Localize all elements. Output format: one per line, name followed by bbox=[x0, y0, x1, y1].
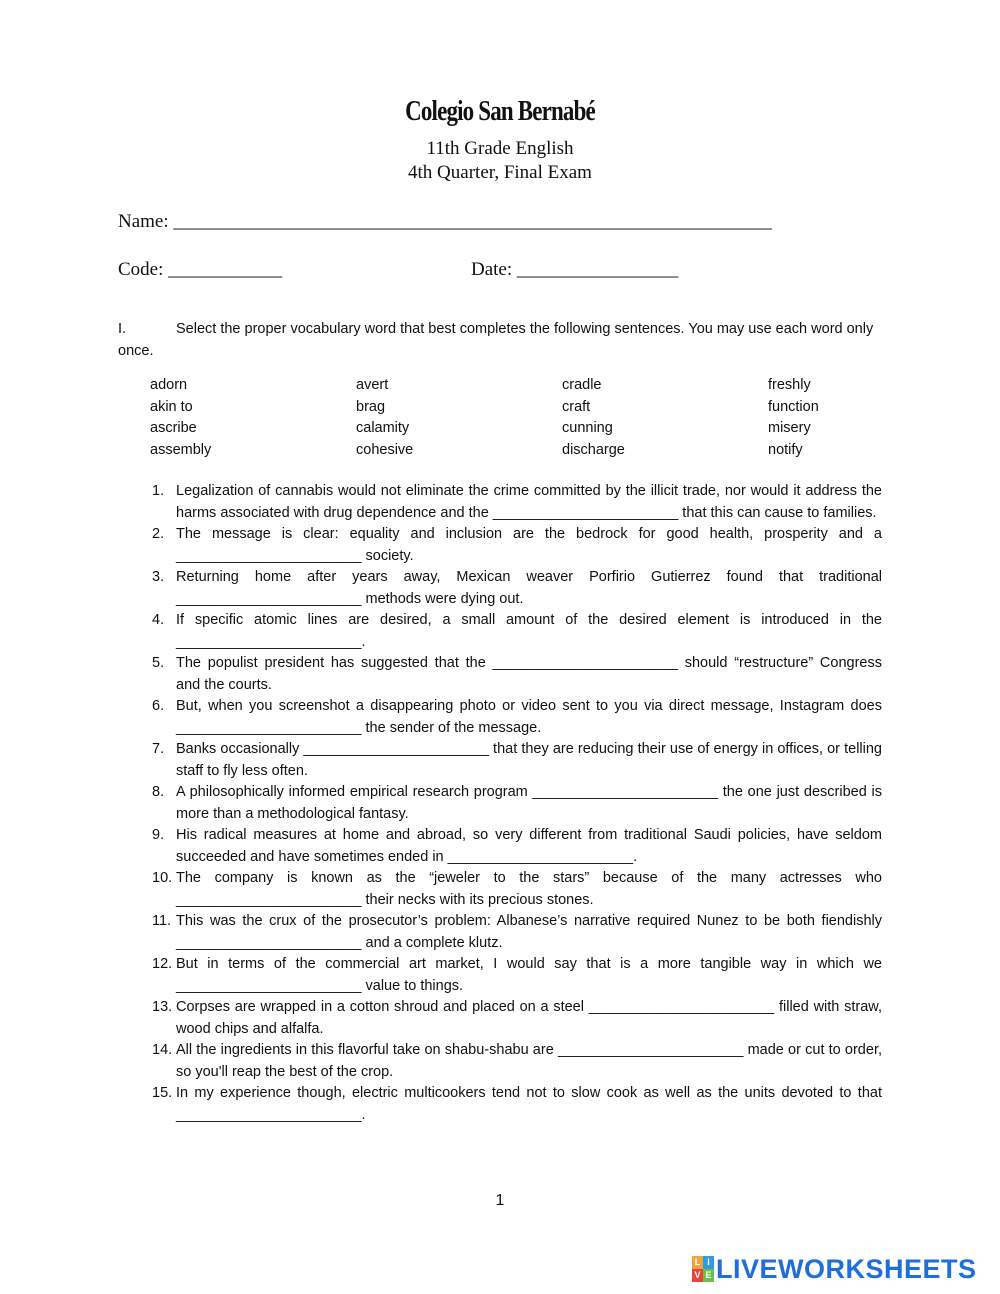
question-number: 9. bbox=[152, 827, 165, 843]
question-text[interactable]: The message is clear: equality and inclusion are the bedrock for good health, prosperity and a _______________________ society. bbox=[176, 526, 882, 564]
word-bank-item: brag bbox=[356, 398, 386, 415]
word-bank-item: notify bbox=[768, 441, 803, 458]
question-item bbox=[138, 868, 882, 911]
question-text[interactable]: Corpses are wrapped in a cotton shroud and placed on a steel _______________________ filled with straw, wood chips and alfalfa. bbox=[176, 999, 882, 1037]
school-title: Colegio San Bernabé bbox=[405, 96, 595, 127]
question-text[interactable]: All the ingredients in this flavorful take on shabu-shabu are _______________________ made or cut to order, so you'll reap the best of the crop. bbox=[176, 1042, 882, 1080]
section-instructions bbox=[118, 319, 888, 362]
question-number: 4. bbox=[152, 612, 165, 628]
question-text[interactable]: In my experience though, electric multicookers tend not to slow cook as well as the units devoted to that _______________________. bbox=[176, 1085, 882, 1123]
question-number: 15. bbox=[152, 1085, 173, 1101]
liveworksheets-logo-icon bbox=[692, 1256, 714, 1282]
question-item bbox=[138, 481, 882, 524]
name-field[interactable]: Name: _______________________________________________________________ bbox=[118, 211, 772, 232]
question-number: 5. bbox=[152, 655, 165, 671]
question-item bbox=[138, 653, 882, 696]
question-number: 7. bbox=[152, 741, 165, 757]
word-bank-item: adorn bbox=[150, 377, 188, 393]
question-number: 11. bbox=[152, 913, 172, 929]
date-field[interactable]: Date: _________________ bbox=[471, 259, 679, 280]
word-bank-item: function bbox=[768, 398, 819, 415]
question-item bbox=[138, 610, 882, 653]
word-bank-item: cradle bbox=[562, 377, 602, 393]
question-number: 2. bbox=[152, 526, 165, 542]
word-bank bbox=[150, 375, 910, 461]
question-text[interactable]: A philosophically informed empirical research program _______________________ the one just described is more than a methodological fantasy. bbox=[176, 784, 882, 822]
question-text[interactable]: This was the crux of the prosecutor’s problem: Albanese’s narrative required Nunez to be both fiendishly _______________________ and a complete klutz. bbox=[176, 913, 882, 951]
logo-tile: V bbox=[692, 1269, 703, 1282]
question-number: 13. bbox=[152, 999, 173, 1015]
question-item bbox=[138, 997, 882, 1040]
question-text[interactable]: The populist president has suggested that the _______________________ should “restructure” Congress and the courts. bbox=[176, 655, 882, 693]
logo-tile: L bbox=[692, 1256, 703, 1269]
question-item bbox=[138, 782, 882, 825]
instructions-text: Select the proper vocabulary word that best completes the following sentences. You may use each word only once. bbox=[118, 321, 874, 359]
question-text[interactable]: But, when you screenshot a disappearing photo or video sent to you via direct message, Instagram does _______________________ the sender of the message. bbox=[176, 698, 882, 736]
question-item bbox=[138, 739, 882, 782]
question-text[interactable]: But in terms of the commercial art market, I would say that is a more tangible way in which we _______________________ value to things. bbox=[176, 956, 882, 994]
question-text[interactable]: His radical measures at home and abroad, so very different from traditional Saudi policies, have seldom succeeded and have sometimes ended in _______________________. bbox=[176, 827, 882, 865]
page-number: 1 bbox=[495, 1192, 505, 1209]
question-item bbox=[138, 1040, 882, 1083]
question-text[interactable]: The company is known as the “jeweler to the stars” because of the many actresses who _______________________ their necks with its precious stones. bbox=[176, 870, 882, 908]
question-item bbox=[138, 524, 882, 567]
question-number: 14. bbox=[152, 1042, 173, 1058]
question-text[interactable]: If specific atomic lines are desired, a small amount of the desired element is introduced in the _______________________. bbox=[176, 612, 882, 650]
question-text[interactable]: Legalization of cannabis would not eliminate the crime committed by the illicit trade, nor would it address the harms associated with drug dependence and the _______________________ that this can cause to families. bbox=[176, 483, 882, 521]
question-item bbox=[138, 911, 882, 954]
question-item bbox=[138, 696, 882, 739]
word-bank-item: akin to bbox=[150, 398, 193, 415]
liveworksheets-brand bbox=[692, 1254, 977, 1284]
word-bank-item: discharge bbox=[562, 441, 625, 458]
word-bank-item: ascribe bbox=[150, 420, 197, 436]
word-bank-item: freshly bbox=[768, 377, 811, 393]
question-number: 1. bbox=[152, 483, 165, 499]
word-bank-item: avert bbox=[356, 377, 389, 393]
logo-tile: I bbox=[703, 1256, 714, 1269]
word-bank-item: assembly bbox=[150, 441, 212, 458]
section-number: I. bbox=[118, 321, 127, 337]
word-bank-item: calamity bbox=[356, 420, 410, 436]
question-item bbox=[138, 567, 882, 610]
exam-title: 4th Quarter, Final Exam bbox=[408, 162, 592, 183]
brand-wordmark: LIVEWORKSHEETS bbox=[716, 1253, 977, 1284]
question-text[interactable]: Returning home after years away, Mexican weaver Porfirio Gutierrez found that traditional _______________________ methods were dying out. bbox=[176, 569, 882, 607]
question-number: 6. bbox=[152, 698, 165, 714]
question-list bbox=[138, 481, 882, 1126]
question-number: 3. bbox=[152, 569, 165, 585]
word-bank-item: cohesive bbox=[356, 441, 414, 458]
question-item bbox=[138, 954, 882, 997]
logo-tile: E bbox=[703, 1269, 714, 1282]
code-field[interactable]: Code: ____________ bbox=[118, 259, 283, 280]
word-bank-item: cunning bbox=[562, 420, 613, 436]
word-bank-item: craft bbox=[562, 398, 591, 415]
question-item bbox=[138, 1083, 882, 1126]
question-number: 8. bbox=[152, 784, 165, 800]
question-item bbox=[138, 825, 882, 868]
course-title: 11th Grade English bbox=[426, 138, 574, 159]
question-number: 10. bbox=[152, 870, 173, 886]
question-number: 12. bbox=[152, 956, 173, 972]
word-bank-item: misery bbox=[768, 420, 811, 436]
question-text[interactable]: Banks occasionally _______________________ that they are reducing their use of energy in offices, or telling staff to fly less often. bbox=[176, 741, 882, 779]
